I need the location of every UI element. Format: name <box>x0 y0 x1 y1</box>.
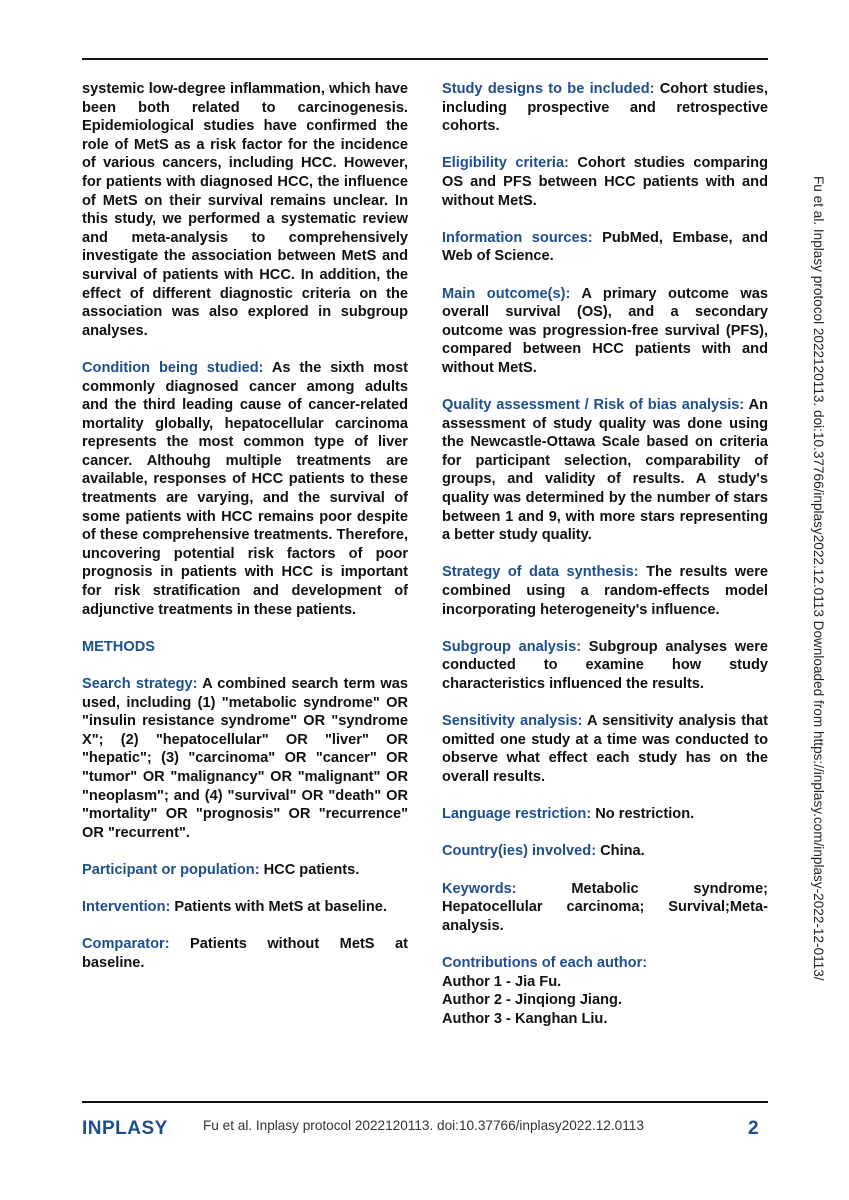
participant-section <box>82 861 408 880</box>
subgroup-section <box>442 638 768 694</box>
search-section <box>82 675 408 842</box>
country-text: China. <box>596 843 645 860</box>
country-label: Country(ies) involved: <box>442 843 597 860</box>
intervention-label: Intervention: <box>82 899 171 916</box>
participant-label: Participant or population: <box>82 861 260 878</box>
footer-rule <box>82 1101 768 1103</box>
keywords-text: Metabolic syndrome; Hepatocellular carcinoma; Survival;Meta-analysis. <box>442 880 768 934</box>
information-label: Information sources: <box>442 229 593 246</box>
participant-text: HCC patients. <box>259 861 360 878</box>
synthesis-label: Strategy of data synthesis: <box>442 564 639 581</box>
download-sidebar-text: Fu et al. Inplasy protocol 2022120113. doi:10.37766/inplasy2022.12.0113 Downloaded from https://inplasy.com/inplasy-2022-12-0113/ <box>811 176 826 981</box>
sensitivity-section <box>442 712 768 786</box>
condition-label: Condition being studied: <box>82 359 264 376</box>
synthesis-text: The results were combined using a random-effects model incorporating heterogeneity's influence. <box>442 564 769 618</box>
language-text: No restriction. <box>591 806 695 823</box>
keywords-label: Keywords: <box>442 880 517 897</box>
outcomes-text: A primary outcome was overall survival (OS), and a secondary outcome was progression-free survival (PFS), compared between HCC patients with and without MetS. <box>442 285 768 376</box>
intro-paragraph: systemic low-degree inflammation, which have been both related to carcinogenesis. Epidemiological studies have confirmed the role of MetS as a risk factor for the incidence of various cancers, including HCC. However, for patients with diagnosed HCC, the influence of MetS on their survival remains unclear. In this study, we performed a systematic review and meta-analysis to comprehensively investigate the association between MetS and survival of patients with HCC. In addition, the effect of different diagnostic criteria on the association was also explored in subgroup analyses. <box>82 81 408 339</box>
search-text: A combined search term was used, including (1) "metabolic syndrome" OR "insulin resistance syndrome" OR "syndrome X"; (2) "hepatocellular" OR "liver" OR "hepatic"; (3) "carcinoma" OR "cancer" OR "tumor" OR "malignancy" OR "malignant" OR "neoplasm"; and (4) "survival" OR "death" OR "mortality" OR "prognosis" OR "recurrence" OR "recurrent". <box>82 676 408 841</box>
quality-section <box>442 396 768 545</box>
quality-label: Quality assessment / Risk of bias analysis: <box>442 397 745 414</box>
sensitivity-label: Sensitivity analysis: <box>442 713 583 730</box>
condition-text: As the sixth most commonly diagnosed cancer among adults and the third leading cause of cancer-related mortality globally, hepatocellular carcinoma represents the most common type of liver cancer. Althouhg multiple treatments are available, responses of HCC patients to these treatments are varying, and the survival of some patients with HCC remains poor despite of these comprehensive treatments. Therefore, uncovering potential risk factors of poor prognosis in patients with HCC is important for risk stratification and development of adjunctive treatments in these patients. <box>82 359 409 618</box>
eligibility-section <box>442 154 768 210</box>
author-3: Author 3 - Kanghan Liu. <box>442 1010 608 1027</box>
eligibility-label: Eligibility criteria: <box>442 155 569 172</box>
comparator-section <box>82 935 408 972</box>
download-sidebar <box>806 176 830 1056</box>
author-1: Author 1 - Jia Fu. <box>442 973 562 990</box>
subgroup-label: Subgroup analysis: <box>442 638 582 655</box>
page-number: 2 <box>748 1118 759 1139</box>
comparator-label: Comparator: <box>82 936 170 953</box>
subgroup-text: Subgroup analyses were conducted to examine how study characteristics influenced the results. <box>442 638 769 692</box>
study-designs-label: Study designs to be included: <box>442 81 655 97</box>
language-label: Language restriction: <box>442 806 592 823</box>
header-rule <box>82 58 768 60</box>
methods-heading: METHODS <box>82 638 155 655</box>
study-designs-text: Cohort studies, including prospective and retrospective cohorts. <box>442 81 768 135</box>
information-section <box>442 229 768 266</box>
sensitivity-text: A sensitivity analysis that omitted one study at a time was conducted to observe what effect each study has on the overall results. <box>442 713 768 785</box>
study-designs-section <box>442 80 768 136</box>
contributions-label: Contributions of each author: <box>442 954 648 971</box>
outcomes-label: Main outcome(s): <box>442 285 571 302</box>
eligibility-text: Cohort studies comparing OS and PFS between HCC patients with and without MetS. <box>442 155 768 209</box>
quality-text: An assessment of study quality was done using the Newcastle-Ottawa Scale based on criteria for participant selection, comparability of groups, and validity of results. A study's quality was determined by the number of stars between 1 and 9, with more stars representing a better study quality. <box>442 397 768 544</box>
left-column <box>82 80 408 991</box>
right-column <box>442 80 768 1028</box>
footer-citation: Fu et al. Inplasy protocol 2022120113. doi:10.37766/inplasy2022.12.0113 <box>203 1118 644 1133</box>
intervention-section <box>82 898 408 917</box>
keywords-section <box>442 880 768 936</box>
contributions-section <box>442 954 768 1028</box>
comparator-text: Patients without MetS at baseline. <box>82 936 408 971</box>
author-2: Author 2 - Jinqiong Jiang. <box>442 992 622 1009</box>
footer-brand: INPLASY <box>82 1118 168 1139</box>
language-section <box>442 805 768 824</box>
country-section <box>442 842 768 861</box>
condition-section <box>82 359 408 619</box>
search-label: Search strategy: <box>82 676 198 692</box>
outcomes-section <box>442 285 768 378</box>
synthesis-section <box>442 563 768 619</box>
intervention-text: Patients with MetS at baseline. <box>170 899 387 916</box>
information-text: PubMed, Embase, and Web of Science. <box>442 229 768 265</box>
